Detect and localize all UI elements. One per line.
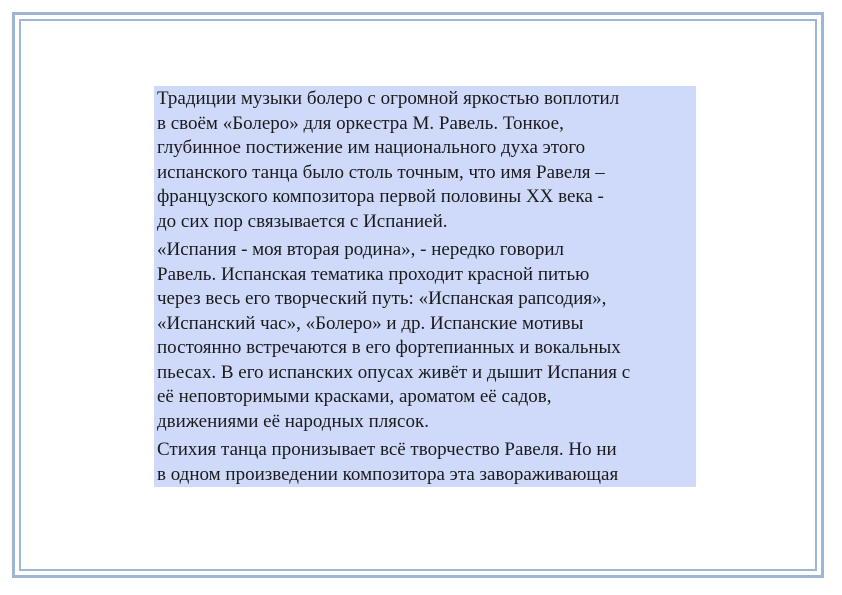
paragraph-1 (157, 87, 693, 234)
text-line: испанского танца было столь точным, что имя Равеля – (157, 161, 605, 183)
text-line: её неповторимыми красками, ароматом её садов, (157, 386, 552, 407)
text-line: в одном произведении композитора эта завораживающая (157, 463, 619, 485)
text-line: Традиции музыки болеро с огромной яркостью воплотил (157, 88, 620, 109)
paragraph-3 (157, 438, 693, 487)
text-line: до сих пор связывается с Испанией. (157, 210, 448, 232)
text-block (154, 86, 696, 487)
text-line: Стихия танца пронизывает всё творчество Равеля. Но ни (157, 439, 617, 460)
text-line: французского композитора первой половины ХХ века - (157, 186, 604, 207)
text-line: в своём «Болеро» для оркестра М. Равель. Тонкое, (157, 112, 564, 134)
text-line: движениями её народных плясок. (157, 410, 429, 432)
text-line: пьесах. В его испанских опусах живёт и дышит Испания с (157, 361, 631, 383)
text-line: «Испанский час», «Болеро» и др. Испанские мотивы (157, 312, 584, 334)
text-line: постоянно встречаются в его фортепианных и вокальных (157, 337, 621, 358)
paragraph-2 (157, 238, 693, 434)
text-line: глубинное постижение им национального духа этого (157, 137, 586, 158)
text-line: Равель. Испанская тематика проходит красной питью (157, 263, 590, 285)
text-line: «Испания - моя вторая родина», - нередко говорил (157, 239, 565, 260)
text-line: через весь его творческий путь: «Испанская рапсодия», (157, 288, 607, 309)
